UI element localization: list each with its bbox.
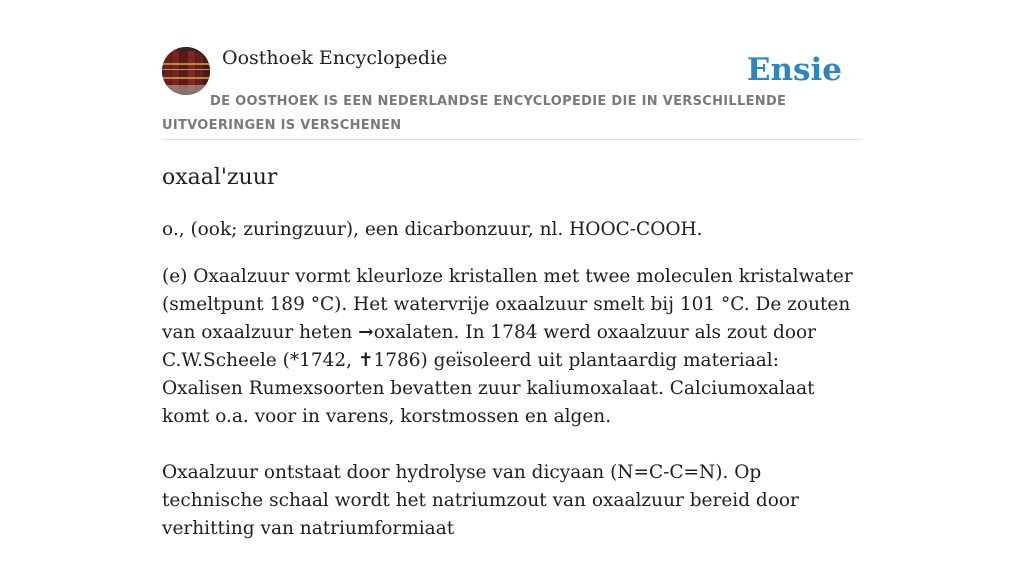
- oxalaten-link[interactable]: oxalaten: [373, 322, 454, 343]
- article-body: [162, 216, 862, 561]
- reference-arrow-icon: →: [358, 322, 374, 343]
- article-paragraph-1: [162, 263, 862, 431]
- ensie-brand-logo[interactable]: Ensie: [746, 52, 842, 88]
- article-paragraph-2: Oxaalzuur ontstaat door hydrolyse van dicyaan (N=C-C=N). Op technische schaal wordt het natriumzout van oxaalzuur bereid door verhitting van natriumformiaat: [162, 462, 799, 539]
- article-lead: o., (ook; zuringzuur), een dicarbonzuur, nl. HOOC-COOH.: [162, 219, 703, 240]
- paragraph-text: (e) Oxaalzuur vormt kleurloze kristallen met twee moleculen kristalwater (smeltpunt 189 °C). Het watervrije oxaalzuur smelt bij 101 °C. De zouten van oxaalzuur heten: [162, 266, 853, 343]
- site-logo-avatar[interactable]: [162, 47, 210, 95]
- encyclopedia-books-icon: [162, 47, 210, 95]
- header-divider: [162, 139, 862, 140]
- article-title: oxaal'zuur: [162, 165, 278, 190]
- paragraph-text: . In 1784 werd oxaalzuur als zout door C.W.Scheele (*1742, ✝1786) geïsoleerd uit plantaardig materiaal: Oxalisen Rumexsoorten bevatten zuur kaliumoxalaat. Calciumoxalaat komt o.a. voor in varens, korstmossen en algen.: [162, 322, 816, 427]
- site-tagline: DE OOSTHOEK IS EEN NEDERLANDSE ENCYCLOPEDIE DIE IN VERSCHILLENDE UITVOERINGEN IS VERSCHENEN: [162, 94, 787, 133]
- site-title-link[interactable]: Oosthoek Encyclopedie: [222, 47, 448, 69]
